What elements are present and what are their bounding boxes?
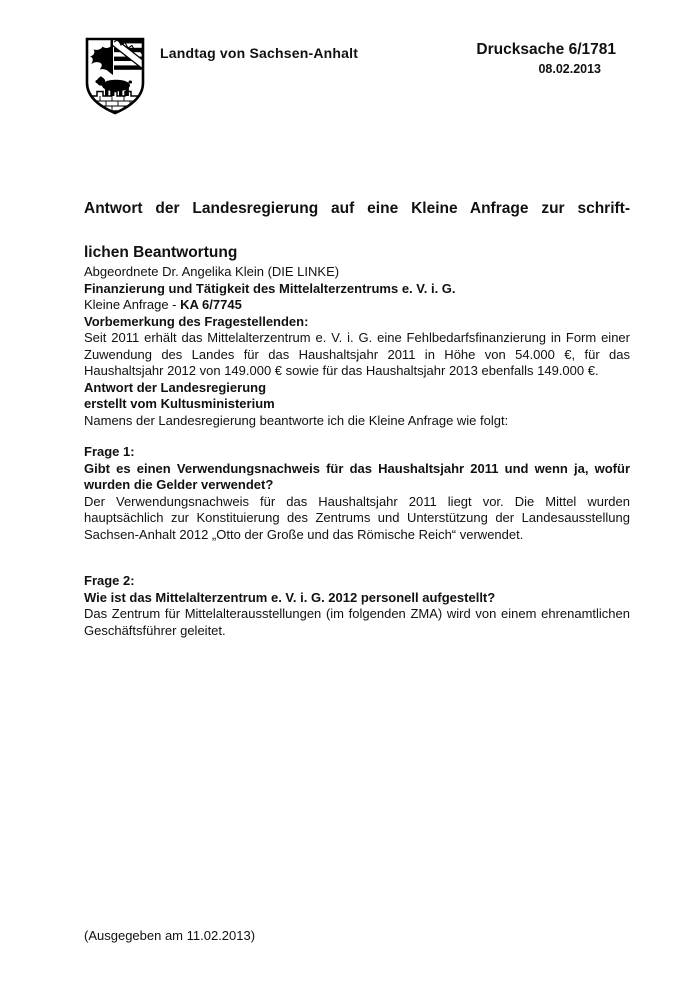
kleine-anfrage-number: KA 6/7745 <box>180 297 242 312</box>
coat-of-arms-graphic <box>84 36 146 116</box>
frage-2-label: Frage 2: <box>84 573 135 588</box>
kleine-anfrage-prefix: Kleine Anfrage - <box>84 297 181 312</box>
title-line-2: lichen Beantwortung <box>84 244 238 261</box>
header-right <box>476 41 616 76</box>
subject-line: Finanzierung und Tätigkeit des Mittelalterzentrums e. V. i. G. <box>84 280 456 296</box>
document-title <box>84 198 630 264</box>
issued-note: (Ausgegeben am 11.02.2013) <box>84 928 256 943</box>
antwort-heading-line-2: erstellt vom Kultusministerium <box>84 396 275 411</box>
document-number: Drucksache 6/1781 <box>476 41 616 58</box>
namens-line: Namens der Landesregierung beantworte ich die Kleine Anfrage wie folgt: <box>84 412 509 428</box>
header-left <box>84 36 358 116</box>
frage-2-question: Wie ist das Mittelalterzentrum e. V. i. G. 2012 personell aufgestellt? <box>84 589 496 605</box>
frage-1-label: Frage 1: <box>84 444 135 459</box>
antwort-heading-line-1: Antwort der Landesregierung <box>84 379 267 395</box>
document-header <box>0 0 700 116</box>
organization-name: Landtag von Sachsen-Anhalt <box>160 45 359 61</box>
kleine-anfrage-line <box>84 297 630 314</box>
frage-1-block <box>84 444 630 494</box>
vorbemerkung-paragraph: Seit 2011 erhält das Mittelalterzentrum e. V. i. G. eine Fehlbedarfsfinanzierung in Form einer Zuwendung des Landes für das Haushaltsjahr 2011 in Höhe von 54.000 €, für das Haushaltsjahr 2012 von 149.000 € sowie für das Haushaltsjahr 2013 ebenfalls 149.000 €. <box>84 330 630 378</box>
antwort-heading <box>84 380 630 413</box>
document-content <box>0 198 700 639</box>
vorbemerkung-heading: Vorbemerkung des Fragestellenden: <box>84 313 309 329</box>
coat-of-arms-icon <box>84 36 146 116</box>
title-line-1: Antwort der Landesregierung auf eine Kleine Anfrage zur schrift- <box>84 200 630 217</box>
frage-2-answer: Das Zentrum für Mittelalterausstellungen (im folgenden ZMA) wird von einem ehrenamtlichen Geschäftsführer geleitet. <box>84 606 630 638</box>
document-date: 08.02.2013 <box>538 62 601 76</box>
frage-1-question: Gibt es einen Verwendungsnachweis für das Haushaltsjahr 2011 und wenn ja, wofür wurden die Gelder verwendet? <box>84 460 630 492</box>
frage-2-block <box>84 573 630 606</box>
frage-1-answer: Der Verwendungsnachweis für das Haushaltsjahr 2011 liegt vor. Die Mittel wurden hauptsächlich zur Konstituierung des Zentrums und Unterstützung der Landesausstellung Sachsen-Anhalt 2012 „Otto der Große und das Römische Reich“ verwendet. <box>84 493 630 542</box>
member-line: Abgeordnete Dr. Angelika Klein (DIE LINKE) <box>84 264 340 279</box>
